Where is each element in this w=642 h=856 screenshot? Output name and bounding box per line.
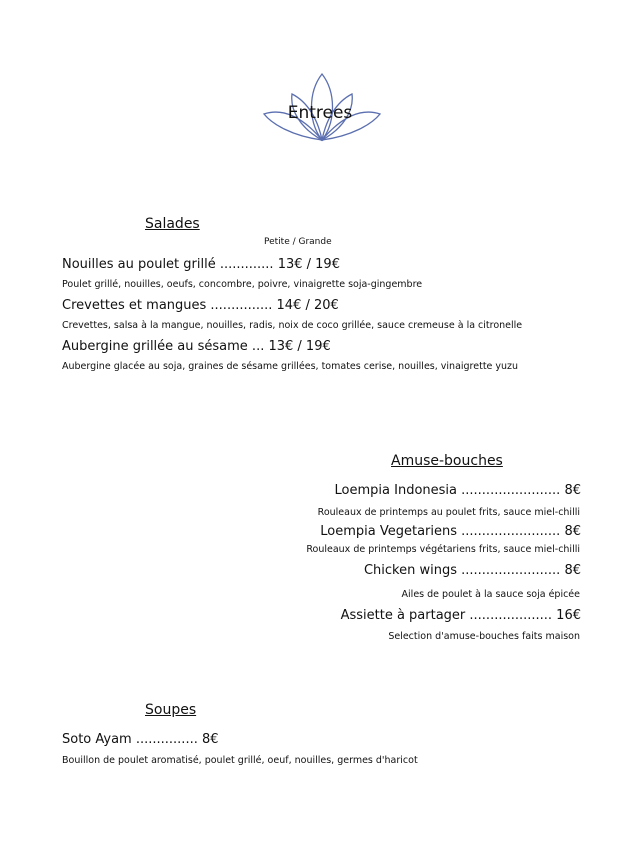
menu-item-desc: Rouleaux de printemps végétariens frits, sauce miel-chilli <box>306 544 580 555</box>
section-title-amuse-bouches: Amuse-bouches <box>391 453 503 469</box>
menu-item: Soto Ayam ............... 8€ <box>62 732 219 747</box>
menu-item-desc: Selection d'amuse-bouches faits maison <box>388 631 580 642</box>
menu-item-desc: Rouleaux de printemps au poulet frits, sauce miel-chilli <box>317 507 580 518</box>
page-title: Entrees <box>287 103 353 123</box>
menu-item-desc: Poulet grillé, nouilles, oeufs, concombre, poivre, vinaigrette soja-gingembre <box>62 279 423 290</box>
menu-item-desc: Crevettes, salsa à la mangue, nouilles, radis, noix de coco grillée, sauce cremeuse à la citronelle <box>62 320 523 331</box>
menu-item: Nouilles au poulet grillé ............. 13€ / 19€ <box>62 257 340 272</box>
menu-item: Chicken wings ........................ 8€ <box>363 563 581 578</box>
menu-item: Loempia Vegetariens ........................ 8€ <box>320 524 581 539</box>
section-title-soupes: Soupes <box>145 702 197 718</box>
menu-item: Loempia Indonesia ........................ 8€ <box>334 483 581 498</box>
menu-item-desc: Ailes de poulet à la sauce soja épicée <box>401 589 580 600</box>
size-note: Petite / Grande <box>264 237 332 247</box>
section-title-salades: Salades <box>145 216 200 232</box>
menu-item-desc: Bouillon de poulet aromatisé, poulet grillé, oeuf, nouilles, germes d'haricot <box>62 755 418 766</box>
menu-item: Aubergine grillée au sésame ... 13€ / 19€ <box>62 339 331 354</box>
menu-item-desc: Aubergine glacée au soja, graines de sésame grillées, tomates cerise, nouilles, vinaigrette yuzu <box>62 361 519 372</box>
menu-item: Crevettes et mangues ............... 14€ / 20€ <box>62 298 339 313</box>
menu-item: Assiette à partager .................... 16€ <box>340 608 581 623</box>
